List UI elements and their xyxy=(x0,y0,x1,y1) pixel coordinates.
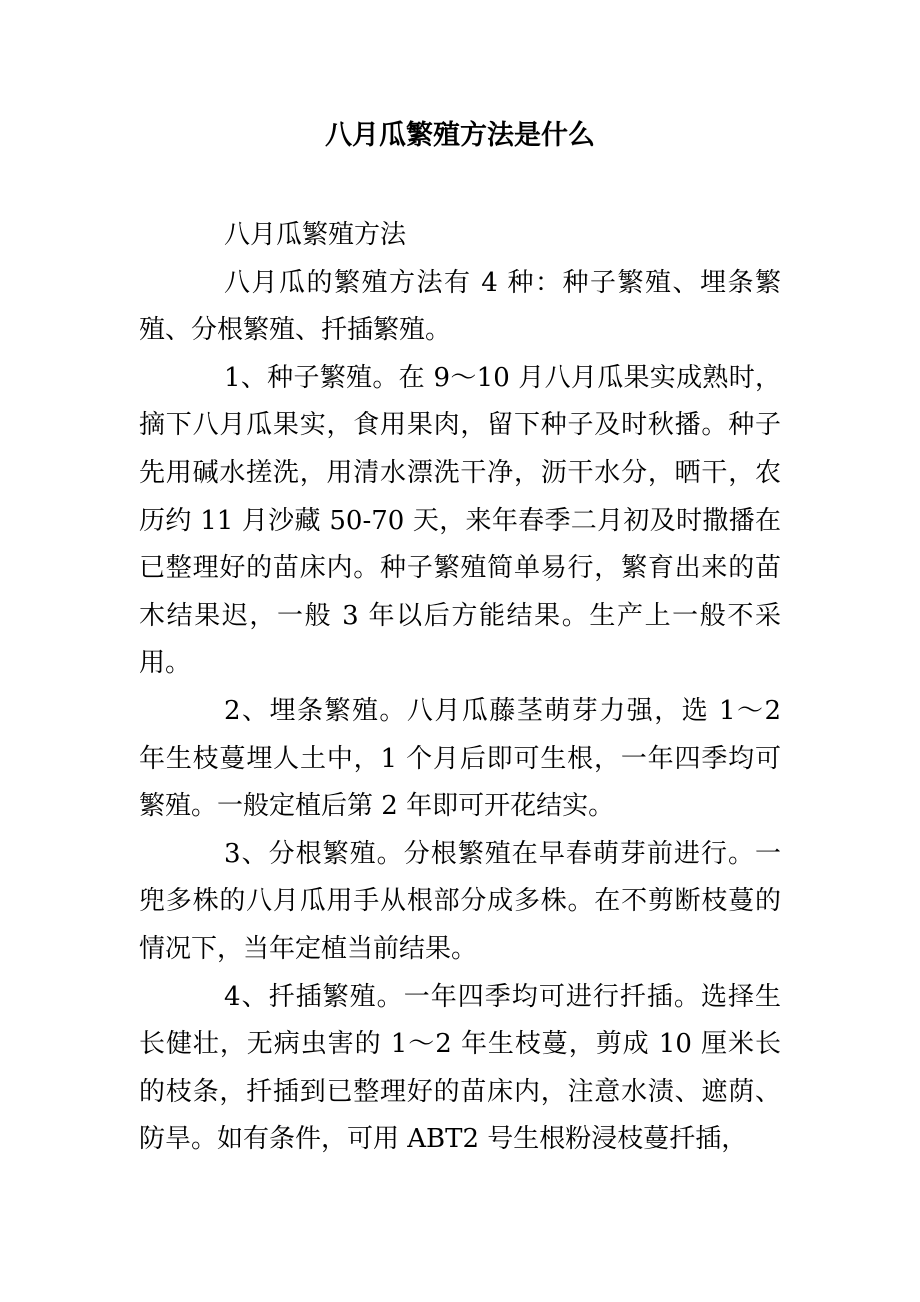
paragraph-seed-propagation: 1、种子繁殖。在 9～10 月八月瓜果实成熟时，摘下八月瓜果实，食用果肉，留下种子及时秋播。种子先用碱水搓洗，用清水漂洗干净，沥干水分，晒干，农历约 11 月沙藏 50-70 天，来年春季二月初及时撒播在已整理好的苗床内。种子繁殖简单易行，繁育出来的苗木结果迟，一般 3 年以后方能结果。生产上一般不采用。 xyxy=(139,362,781,679)
document-title: 八月瓜繁殖方法是什么 xyxy=(325,120,595,151)
paragraph-intro: 八月瓜的繁殖方法有 4 种：种子繁殖、埋条繁殖、分根繁殖、扦插繁殖。 xyxy=(139,267,781,346)
paragraph-root-division: 3、分根繁殖。分根繁殖在早春萌芽前进行。一兜多株的八月瓜用手从根部分成多株。在不剪断枝蔓的情况下，当年定植当前结果。 xyxy=(139,838,781,964)
section-heading: 八月瓜繁殖方法 xyxy=(224,220,407,250)
paragraph-layering-propagation: 2、埋条繁殖。八月瓜藤茎萌芽力强，选 1～2 年生枝蔓埋人土中，1 个月后即可生根，一年四季均可繁殖。一般定植后第 2 年即可开花结实。 xyxy=(139,695,781,822)
document-body xyxy=(139,212,781,1164)
paragraph-cutting-propagation: 4、扦插繁殖。一年四季均可进行扦插。选择生长健壮，无病虫害的 1～2 年生枝蔓，剪成 10 厘米长的枝条，扦插到已整理好的苗床内，注意水渍、遮荫、防旱。如有条件，可用 ABT2 号生根粉浸枝蔓扦插， xyxy=(139,981,781,1155)
